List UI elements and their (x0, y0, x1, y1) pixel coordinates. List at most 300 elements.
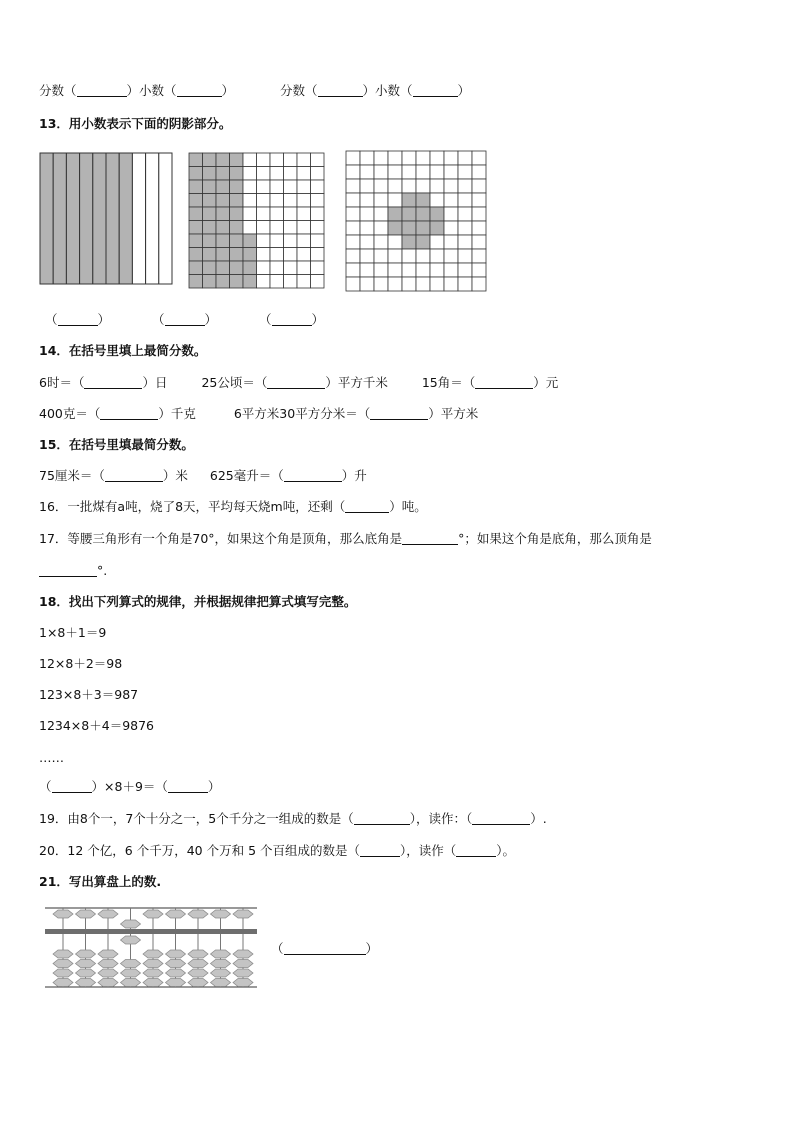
grid-cell (257, 194, 271, 208)
grid-cell (189, 180, 203, 194)
abacus-bead (211, 910, 231, 918)
grid-cell (216, 194, 230, 208)
grid-cell (416, 235, 430, 249)
strip-cell (53, 153, 66, 284)
abacus-bead (53, 910, 73, 918)
grid-cell (270, 221, 284, 235)
abacus-bead (121, 979, 141, 987)
abacus-bead (76, 960, 96, 968)
grid-cell (297, 153, 311, 167)
grid-cell (189, 221, 203, 235)
grid-cell (388, 207, 402, 221)
q18-row: 12×8＋2＝98 (39, 656, 123, 671)
grid-cell (311, 180, 325, 194)
grid-cell (297, 234, 311, 248)
grid-cell (284, 167, 298, 181)
answer-blank[interactable] (105, 469, 163, 482)
abacus-bead (143, 979, 163, 987)
grid-cell (203, 221, 217, 235)
q18-title: 18．找出下列算式的规律，并根据规律把算式填写完整。 (39, 594, 357, 609)
grid-cell (388, 235, 402, 249)
grid-cell (346, 151, 360, 165)
grid-cell (189, 153, 203, 167)
q20-question: 20．12 个亿，6 个千万，40 个万和 5 个百组成的数是（ ），读作（ ）。 (39, 843, 516, 858)
grid-cell (216, 207, 230, 221)
grid-cell (388, 249, 402, 263)
grid-cell (444, 249, 458, 263)
q14-title: 14．在括号里填上最简分数。 (39, 343, 207, 358)
grid-cell (284, 261, 298, 275)
grid-cell (230, 221, 244, 235)
grid-cell (430, 207, 444, 221)
grid-cell (189, 275, 203, 289)
strip-cell (132, 153, 145, 284)
grid-cell (402, 221, 416, 235)
strip-cell (93, 153, 106, 284)
answer-blank[interactable] (472, 812, 530, 825)
abacus-bead (98, 969, 118, 977)
grid-cell (311, 275, 325, 289)
grid-cell (472, 165, 486, 179)
abacus-bead (166, 950, 186, 958)
abacus-bead (76, 969, 96, 977)
strip-cell (146, 153, 159, 284)
grid-cell (270, 180, 284, 194)
strip-cell (106, 153, 119, 284)
answer-blank[interactable] (267, 376, 325, 389)
abacus-bead (233, 960, 253, 968)
grid-cell (216, 167, 230, 181)
grid-cell (458, 221, 472, 235)
grid-cell (203, 167, 217, 181)
grid-cell (230, 194, 244, 208)
grid-cell (270, 194, 284, 208)
abacus-bead (98, 950, 118, 958)
grid-cell (230, 248, 244, 262)
abacus-bead (211, 950, 231, 958)
grid-cell (297, 194, 311, 208)
abacus-bead (143, 969, 163, 977)
answer-blank[interactable] (284, 469, 342, 482)
q15-row: 75厘米＝（ ）米 625毫升＝（ ）升 (39, 468, 367, 483)
abacus-bead (166, 979, 186, 987)
grid-cell (243, 275, 257, 289)
grid-cell (297, 221, 311, 235)
grid-cell (189, 234, 203, 248)
q13-answers: （ ） （ ） （ ） (45, 312, 325, 327)
q14-row2: 400克＝（ ）千克 6平方米30平方分米＝（ ）平方米 (39, 406, 479, 421)
answer-blank[interactable] (370, 407, 428, 420)
grid-cell (444, 221, 458, 235)
grid-cell (444, 235, 458, 249)
grid-cell (243, 180, 257, 194)
grid-cell (311, 221, 325, 235)
grid-cell (374, 179, 388, 193)
strip-cell (119, 153, 132, 284)
grid-cell (346, 207, 360, 221)
answer-blank[interactable] (402, 532, 458, 545)
abacus-bead (143, 910, 163, 918)
grid-cell (360, 249, 374, 263)
grid-cell (444, 165, 458, 179)
grid-cell (374, 235, 388, 249)
grid-cell (388, 221, 402, 235)
grid-cell (257, 234, 271, 248)
figure-hundredths-grid-a (189, 153, 325, 287)
grid-cell (402, 165, 416, 179)
grid-cell (230, 234, 244, 248)
grid-cell (216, 275, 230, 289)
grid-cell (297, 180, 311, 194)
grid-cell (270, 248, 284, 262)
grid-cell (189, 207, 203, 221)
grid-cell (311, 194, 325, 208)
grid-cell (472, 179, 486, 193)
grid-cell (402, 249, 416, 263)
q21-answer: （ ） (271, 941, 379, 956)
grid-cell (230, 180, 244, 194)
grid-cell (230, 207, 244, 221)
answer-blank[interactable] (165, 313, 205, 326)
grid-cell (230, 261, 244, 275)
grid-cell (402, 277, 416, 291)
strip-cell (40, 153, 53, 284)
strip-cell (159, 153, 172, 284)
grid-cell (189, 167, 203, 181)
answer-blank[interactable] (475, 376, 533, 389)
grid-cell (458, 263, 472, 277)
grid-cell (346, 221, 360, 235)
grid-cell (374, 151, 388, 165)
abacus-bead (121, 960, 141, 968)
answer-blank[interactable] (413, 84, 458, 97)
grid-cell (243, 153, 257, 167)
grid-cell (257, 275, 271, 289)
grid-cell (458, 235, 472, 249)
grid-cell (311, 153, 325, 167)
q14-row1: 6时＝（ ）日 25公顷＝（ ）平方千米 15角＝（ ）元 (39, 375, 559, 390)
abacus-bead (121, 936, 141, 944)
grid-cell (444, 193, 458, 207)
q17-line2: °. (39, 563, 107, 579)
figure-tenths-strip (40, 153, 173, 285)
abacus-bead (121, 969, 141, 977)
grid-cell (444, 207, 458, 221)
grid-cell (297, 261, 311, 275)
grid-cell (243, 234, 257, 248)
q18-answer-row: （ ）×8＋9＝（ ） (39, 779, 221, 794)
abacus-bead (211, 979, 231, 987)
grid-cell (360, 235, 374, 249)
grid-cell (311, 167, 325, 181)
grid-cell (189, 194, 203, 208)
answer-blank[interactable] (100, 407, 158, 420)
grid-cell (346, 277, 360, 291)
q13-title: 13．用小数表示下面的阴影部分。 (39, 116, 232, 131)
grid-cell (270, 275, 284, 289)
grid-cell (430, 221, 444, 235)
grid-cell (430, 193, 444, 207)
grid-cell (472, 249, 486, 263)
grid-cell (203, 234, 217, 248)
grid-cell (416, 221, 430, 235)
grid-cell (472, 277, 486, 291)
grid-cell (430, 277, 444, 291)
q18-row: 123×8＋3＝987 (39, 687, 139, 702)
grid-cell (257, 261, 271, 275)
grid-cell (360, 263, 374, 277)
grid-cell (257, 221, 271, 235)
grid-cell (346, 263, 360, 277)
grid-cell (472, 221, 486, 235)
grid-cell (416, 165, 430, 179)
grid-cell (216, 234, 230, 248)
q18-row: 1×8＋1＝9 (39, 625, 107, 640)
grid-cell (416, 207, 430, 221)
grid-cell (374, 193, 388, 207)
abacus-bead (53, 979, 73, 987)
grid-cell (430, 165, 444, 179)
abacus-figure (45, 907, 259, 989)
grid-cell (189, 261, 203, 275)
grid-cell (257, 248, 271, 262)
grid-cell (346, 165, 360, 179)
grid-cell (216, 261, 230, 275)
grid-cell (297, 207, 311, 221)
answer-blank[interactable] (272, 313, 312, 326)
grid-cell (243, 248, 257, 262)
grid-cell (270, 261, 284, 275)
grid-cell (472, 235, 486, 249)
abacus-bead (166, 960, 186, 968)
grid-cell (311, 234, 325, 248)
q18-row: 1234×8＋4＝9876 (39, 718, 155, 733)
grid-cell (346, 193, 360, 207)
answer-blank[interactable] (58, 313, 98, 326)
grid-cell (374, 207, 388, 221)
grid-cell (284, 221, 298, 235)
grid-cell (203, 207, 217, 221)
answer-blank[interactable] (177, 84, 222, 97)
grid-cell (388, 193, 402, 207)
grid-cell (430, 151, 444, 165)
grid-cell (284, 234, 298, 248)
abacus-bead (188, 960, 208, 968)
grid-cell (203, 180, 217, 194)
grid-cell (243, 194, 257, 208)
grid-cell (458, 207, 472, 221)
grid-cell (444, 179, 458, 193)
grid-cell (430, 249, 444, 263)
grid-cell (243, 167, 257, 181)
figure-hundredths-grid-b (346, 151, 487, 291)
grid-cell (360, 165, 374, 179)
answer-blank[interactable] (284, 942, 366, 955)
grid-cell (472, 151, 486, 165)
q15-title: 15．在括号里填最简分数。 (39, 437, 194, 452)
grid-cell (374, 263, 388, 277)
q12-answer-line: 分数（ ）小数（ ） 分数（ ）小数（ ） (39, 83, 471, 98)
strip-cell (66, 153, 79, 284)
grid-cell (430, 179, 444, 193)
abacus-bead (98, 910, 118, 918)
grid-cell (203, 261, 217, 275)
grid-cell (257, 153, 271, 167)
grid-cell (216, 153, 230, 167)
grid-cell (402, 193, 416, 207)
answer-blank[interactable] (345, 500, 389, 513)
grid-cell (472, 207, 486, 221)
abacus-bead (233, 910, 253, 918)
answer-blank[interactable] (39, 564, 97, 577)
grid-cell (472, 263, 486, 277)
grid-cell (416, 249, 430, 263)
answer-blank[interactable] (77, 84, 127, 97)
grid-cell (402, 263, 416, 277)
grid-cell (243, 221, 257, 235)
grid-cell (216, 248, 230, 262)
grid-cell (402, 207, 416, 221)
grid-cell (360, 151, 374, 165)
abacus-bead (143, 950, 163, 958)
grid-cell (388, 263, 402, 277)
grid-cell (374, 165, 388, 179)
grid-cell (360, 193, 374, 207)
grid-cell (297, 167, 311, 181)
grid-cell (203, 194, 217, 208)
grid-cell (444, 277, 458, 291)
abacus-bead (233, 969, 253, 977)
grid-cell (270, 153, 284, 167)
grid-cell (230, 275, 244, 289)
grid-cell (458, 151, 472, 165)
abacus-bead (98, 960, 118, 968)
grid-cell (388, 179, 402, 193)
q16-question: 16．一批煤有a吨，烧了8天，平均每天烧m吨，还剩（ ）吨。 (39, 499, 427, 514)
abacus-bead (76, 910, 96, 918)
answer-blank[interactable] (360, 844, 400, 857)
grid-cell (360, 207, 374, 221)
q17-line1: 17．等腰三角形有一个角是70°，如果这个角是顶角，那么底角是 °；如果这个角是底角，那么顶角是 (39, 531, 652, 546)
grid-cell (297, 248, 311, 262)
grid-cell (416, 193, 430, 207)
grid-cell (257, 167, 271, 181)
grid-cell (346, 235, 360, 249)
grid-cell (284, 275, 298, 289)
grid-cell (297, 275, 311, 289)
abacus-bead (98, 979, 118, 987)
grid-cell (243, 207, 257, 221)
grid-cell (284, 207, 298, 221)
grid-cell (284, 194, 298, 208)
answer-blank[interactable] (52, 780, 92, 793)
q19-question: 19．由8个一，7个十分之一，5个千分之一组成的数是（ ），读作：（ ）. (39, 811, 547, 826)
q18-ellipsis: …… (39, 750, 64, 765)
abacus-bead (166, 910, 186, 918)
strip-cell (80, 153, 93, 284)
grid-cell (458, 165, 472, 179)
grid-cell (416, 151, 430, 165)
grid-cell (360, 179, 374, 193)
grid-cell (430, 235, 444, 249)
abacus-bead (76, 979, 96, 987)
q21-title: 21．写出算盘上的数. (39, 874, 162, 889)
grid-cell (346, 179, 360, 193)
grid-cell (311, 261, 325, 275)
grid-cell (203, 248, 217, 262)
answer-blank[interactable] (456, 844, 496, 857)
grid-cell (311, 248, 325, 262)
answer-blank[interactable] (318, 84, 363, 97)
grid-cell (458, 179, 472, 193)
abacus-bead (188, 910, 208, 918)
grid-cell (388, 151, 402, 165)
abacus-bead (53, 950, 73, 958)
abacus-bead (188, 950, 208, 958)
grid-cell (346, 249, 360, 263)
abacus-bead (53, 960, 73, 968)
grid-cell (416, 179, 430, 193)
grid-cell (458, 277, 472, 291)
grid-cell (189, 248, 203, 262)
answer-blank[interactable] (168, 780, 208, 793)
grid-cell (444, 263, 458, 277)
grid-cell (230, 153, 244, 167)
grid-cell (216, 180, 230, 194)
grid-cell (270, 207, 284, 221)
grid-cell (416, 277, 430, 291)
grid-cell (203, 275, 217, 289)
grid-cell (458, 249, 472, 263)
grid-cell (444, 151, 458, 165)
grid-cell (216, 221, 230, 235)
grid-cell (284, 180, 298, 194)
abacus-beam (45, 929, 257, 934)
abacus-bead (233, 950, 253, 958)
grid-cell (416, 263, 430, 277)
abacus-bead (76, 950, 96, 958)
answer-blank[interactable] (84, 376, 142, 389)
grid-cell (374, 221, 388, 235)
grid-cell (430, 263, 444, 277)
abacus-bead (53, 969, 73, 977)
grid-cell (270, 234, 284, 248)
abacus-bead (233, 979, 253, 987)
grid-cell (374, 249, 388, 263)
grid-cell (388, 277, 402, 291)
grid-cell (388, 165, 402, 179)
abacus-bead (143, 960, 163, 968)
abacus-bead (188, 979, 208, 987)
grid-cell (257, 180, 271, 194)
grid-cell (458, 193, 472, 207)
answer-blank[interactable] (354, 812, 410, 825)
grid-cell (257, 207, 271, 221)
grid-cell (374, 277, 388, 291)
grid-cell (402, 235, 416, 249)
grid-cell (270, 167, 284, 181)
grid-cell (472, 193, 486, 207)
grid-cell (284, 248, 298, 262)
grid-cell (203, 153, 217, 167)
grid-cell (230, 167, 244, 181)
abacus-bead (211, 969, 231, 977)
grid-cell (311, 207, 325, 221)
grid-cell (402, 151, 416, 165)
abacus-bead (121, 920, 141, 928)
grid-cell (243, 261, 257, 275)
abacus-bead (211, 960, 231, 968)
